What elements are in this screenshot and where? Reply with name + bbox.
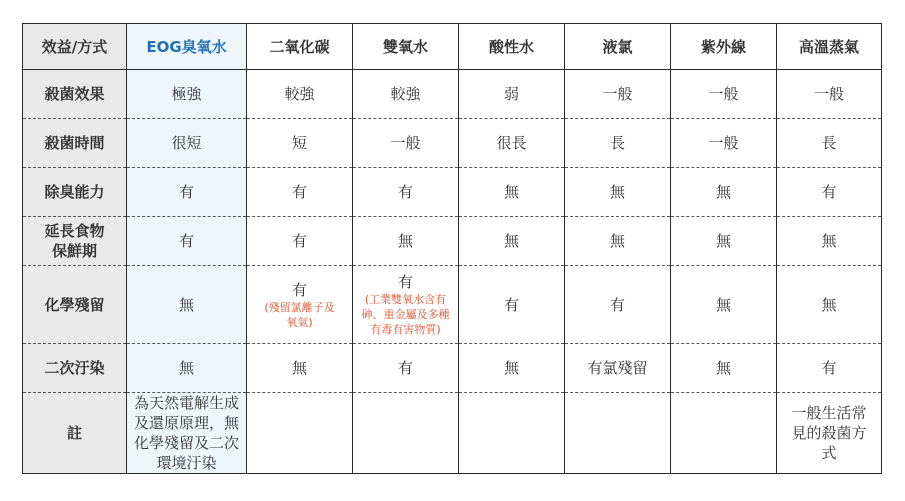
- table-cell: 有氯殘留: [565, 344, 671, 393]
- table-cell: 有: [353, 344, 459, 393]
- row-label: 化學殘留: [23, 266, 127, 344]
- table-cell: [353, 266, 459, 344]
- table-cell: 無: [777, 266, 882, 344]
- table-cell: 一般: [777, 70, 882, 119]
- table-cell: 無: [127, 344, 247, 393]
- row-label: 延長食物保鮮期: [44, 222, 105, 260]
- table-cell: [671, 393, 777, 474]
- table-cell: 無: [459, 217, 565, 266]
- comparison-table: [22, 23, 882, 474]
- table-cell: 有: [459, 266, 565, 344]
- table-cell: 無: [671, 168, 777, 217]
- table-row-effect: [23, 70, 882, 119]
- table-row-time: [23, 119, 882, 168]
- method-header-chlorine: 液氯: [565, 24, 671, 70]
- method-header-uv: 紫外線: [671, 24, 777, 70]
- table-cell: 有: [247, 217, 353, 266]
- row-label: 註: [23, 393, 127, 474]
- table-cell: 長: [777, 119, 882, 168]
- table-cell: 一般: [565, 70, 671, 119]
- table-cell: 很短: [127, 119, 247, 168]
- table-cell: 有: [777, 168, 882, 217]
- cell-value: 有: [291, 280, 307, 299]
- table-cell: 有: [777, 344, 882, 393]
- table-row-deodor: [23, 168, 882, 217]
- remark-eog: 為天然電解生成及還原原理，無化學殘留及二次環境汙染: [127, 393, 247, 474]
- table-cell: 無: [565, 217, 671, 266]
- table-cell: 一般: [353, 119, 459, 168]
- table-cell: [247, 266, 353, 344]
- table-cell: [353, 393, 459, 474]
- table-row-remark: [23, 393, 882, 474]
- corner-header: 效益/方式: [23, 24, 127, 70]
- cell-value: 有: [397, 273, 413, 291]
- table-cell: 無: [127, 266, 247, 344]
- table-cell: 無: [353, 217, 459, 266]
- table-cell: 無: [459, 344, 565, 393]
- table-cell: 有: [565, 266, 671, 344]
- residue-note-h2o2: (工業雙氧水含有砷、重金屬及多種有毒有害物質): [361, 293, 450, 336]
- table-cell: 很長: [459, 119, 565, 168]
- table-cell: 有: [127, 168, 247, 217]
- table-cell: 一般: [671, 119, 777, 168]
- table-cell: 無: [671, 266, 777, 344]
- table-cell: 有: [247, 168, 353, 217]
- table-cell: [247, 393, 353, 474]
- method-header-eog: EOG臭氧水: [127, 24, 247, 70]
- table-row-residue: [23, 266, 882, 344]
- method-header-co2: 二氧化碳: [247, 24, 353, 70]
- table-cell: 一般: [671, 70, 777, 119]
- table-row-shelf: [23, 217, 882, 266]
- table-cell: 長: [565, 119, 671, 168]
- table-cell: 較強: [353, 70, 459, 119]
- method-header-acid: 酸性水: [459, 24, 565, 70]
- row-label: 殺菌時間: [23, 119, 127, 168]
- table-cell: 較強: [247, 70, 353, 119]
- remark-steam: 一般生活常見的殺菌方式: [777, 393, 882, 474]
- table-cell: 弱: [459, 70, 565, 119]
- row-label: 二次汙染: [23, 344, 127, 393]
- table-row-secondary: [23, 344, 882, 393]
- table-cell: 無: [777, 217, 882, 266]
- table-cell: 無: [671, 217, 777, 266]
- table-cell: 無: [247, 344, 353, 393]
- table-cell: [459, 393, 565, 474]
- method-header-h2o2: 雙氧水: [353, 24, 459, 70]
- row-label: 殺菌效果: [23, 70, 127, 119]
- table-cell: [565, 393, 671, 474]
- table-cell: 無: [459, 168, 565, 217]
- table-cell: 短: [247, 119, 353, 168]
- header-row: [23, 24, 882, 70]
- table-cell: 有: [353, 168, 459, 217]
- table-cell: 極強: [127, 70, 247, 119]
- method-header-steam: 高溫蒸氣: [777, 24, 882, 70]
- table-cell: 無: [671, 344, 777, 393]
- table-cell: 有: [127, 217, 247, 266]
- residue-note-co2: (殘留氯離子及氧氣): [264, 300, 335, 329]
- table-cell: 無: [565, 168, 671, 217]
- row-label: 除臭能力: [23, 168, 127, 217]
